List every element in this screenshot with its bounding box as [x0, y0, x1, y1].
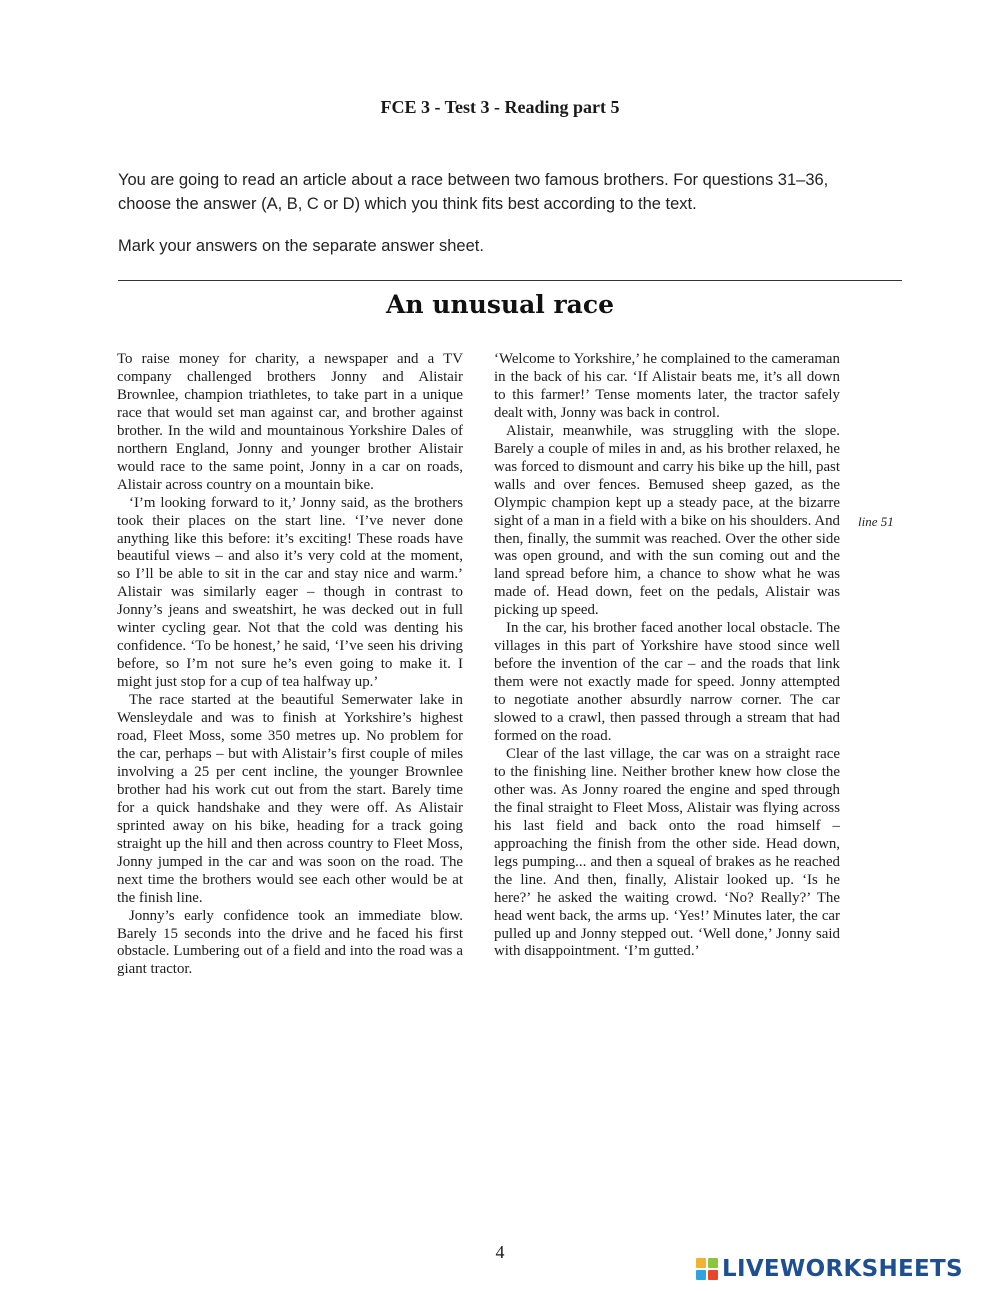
liveworksheets-brand-text: LIVEWORKSHEETS: [722, 1256, 963, 1282]
article-paragraph: ‘Welcome to Yorkshire,’ he complained to the cameraman in the back of his car. ‘If Alistair beats me, it’s all down to this farmer!’ Tense moments later, the tractor safely dealt with, Jonny was back in control.: [494, 351, 840, 421]
separator-rule: [118, 280, 902, 281]
logo-square: [696, 1270, 706, 1280]
instructions-line-3: Mark your answers on the separate answer sheet.: [118, 237, 484, 255]
logo-square: [696, 1258, 706, 1268]
article-paragraph: ‘I’m looking forward to it,’ Jonny said, as the brothers took their places on the start line. ‘I’ve never done anything like this before: it’s exciting! These roads have beautiful views – and also it’s very cold at the moment, so I’ll be able to sit in the car and stay nice and warm.’ Alistair was similarly eager – though in contrast to Jonny’s jeans and sweatshirt, he was decked out in full winter cycling gear. Not that the cold was denting his confidence. ‘To be honest,’ he said, ‘I’ve seen his driving before, so I’m not sure he’s even going to make it. I might just stop for a cup of tea halfway up.’: [117, 494, 463, 691]
article-column-left: [117, 351, 463, 979]
line-reference-marker: line 51: [858, 514, 894, 529]
page-number: 4: [495, 1242, 505, 1262]
instructions-line-1: You are going to read an article about a race between two famous brothers. For questions 31–36,: [118, 171, 829, 189]
logo-square: [708, 1270, 718, 1280]
article-paragraph: Clear of the last village, the car was on a straight race to the finishing line. Neither brother knew how close the other was. As Jonny roared the engine and sped through the final straight to Fleet Moss, Alistair was flying across his last field and back onto the road himself – approaching the finish from the other side. Head down, legs pumping... and then a squeal of brakes as he reached the line. And then, finally, Alistair looked up. ‘Is he here?’ he asked the waiting crowd. ‘No? Really?’ The head went back, the arms up. ‘Yes!’ Minutes later, the car pulled up and Jonny stepped out. ‘Well done,’ Jonny said with disappointment. ‘I’m gutted.’: [494, 745, 840, 960]
article-paragraph: To raise money for charity, a newspaper and a TV company challenged brothers Jonny and Alistair Brownlee, champion triathletes, to take part in a unique race that would set man against car, and brother against brother. In the wild and mountainous Yorkshire Dales of northern England, Jonny and younger brother Alistair would race to the same point, Jonny in a car on roads, Alistair across country on a mountain bike.: [117, 351, 463, 493]
logo-square: [708, 1258, 718, 1268]
instructions-line-2: choose the answer (A, B, C or D) which you think fits best according to the text.: [118, 195, 697, 213]
article-column-right: [494, 351, 840, 961]
page-header: FCE 3 - Test 3 - Reading part 5: [380, 97, 620, 117]
liveworksheets-logo[interactable]: [696, 1256, 963, 1282]
article-paragraph: In the car, his brother faced another local obstacle. The villages in this part of Yorkshire have stood since well before the invention of the car – and the roads that link them were not exactly made for speed. Jonny attempted to negotiate another absurdly narrow corner. The car slowed to a crawl, then passed through a stream that had formed on the road.: [494, 620, 840, 745]
article-paragraph: Jonny’s early confidence took an immediate blow. Barely 15 seconds into the drive and he faced his first obstacle. Lumbering out of a field and into the road was a giant tractor.: [117, 907, 463, 978]
instructions: [118, 168, 918, 258]
article-paragraph: Alistair, meanwhile, was struggling with the slope. Barely a couple of miles in and, as his brother relaxed, he was forced to dismount and carry his bike up the hill, past walls and over fences. Bemused sheep gazed, as the Olympic champion kept up a steady pace, at the bizarre sight of a man in a field with a bike on his shoulders. And then, finally, the summit was reached. Over the other side was open ground, and with the sun coming out and the land spread before him, a chance to show what he was made of. Head down, feet on the pedals, Alistair was picking up speed.: [494, 422, 840, 619]
liveworksheets-logo-icon: [696, 1258, 718, 1280]
article-paragraph: The race started at the beautiful Semerwater lake in Wensleydale and was to finish at Yorkshire’s highest road, Fleet Moss, some 350 metres up. No problem for the car, perhaps – but with Alistair’s first couple of miles involving a 25 per cent incline, the younger Brownlee brother had his work cut out from the start. Barely time for a quick handshake and they were off. As Alistair sprinted away on his bike, heading for a track going straight up the hill and then across country to Fleet Moss, Jonny jumped in the car and was soon on the road. The next time the brothers would see each other would be at the finish line.: [117, 692, 463, 906]
article-title: An unusual race: [386, 290, 614, 319]
